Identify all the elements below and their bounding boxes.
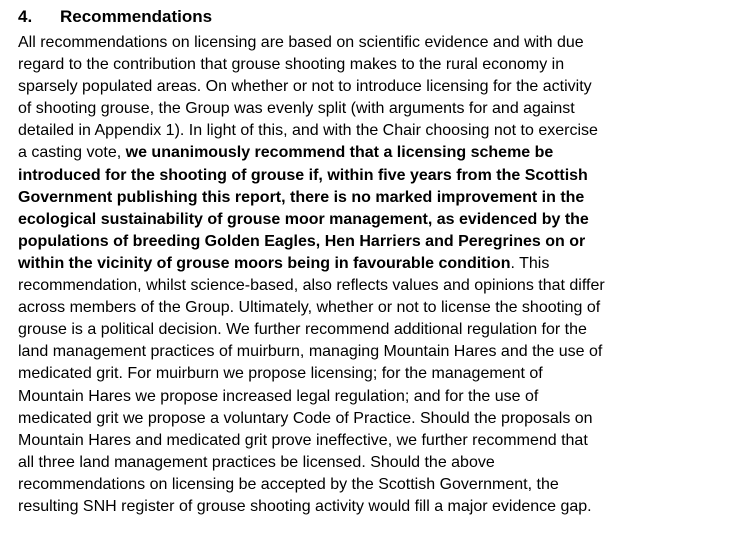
paragraph-line (18, 275, 730, 297)
text-segment: sparsely populated areas. On whether or not to introduce licensing for the activity (18, 78, 592, 96)
paragraph-line (18, 32, 730, 54)
paragraph-line (18, 430, 730, 452)
bold-text-segment: ecological sustainability of grouse moor management, as evidenced by the (18, 210, 589, 228)
bold-text-segment: populations of breeding Golden Eagles, Hen Harriers and Peregrines on or (18, 232, 586, 250)
text-segment: detailed in Appendix 1). In light of this, and with the Chair choosing not to exercise (18, 122, 598, 140)
paragraph-line (18, 341, 730, 363)
text-segment: recommendations on licensing be accepted by the Scottish Government, the (18, 475, 559, 493)
paragraph-line (18, 54, 730, 76)
paragraph-line (18, 452, 730, 474)
text-segment: regard to the contribution that grouse shooting makes to the rural economy in (18, 56, 565, 74)
bold-text-segment: Government publishing this report, there is no marked improvement in the (18, 188, 585, 206)
paragraph-line (18, 297, 730, 319)
text-segment: of shooting grouse, the Group was evenly split (with arguments for and against (18, 100, 575, 118)
paragraph-line (18, 120, 730, 142)
section-title: Recommendations (60, 7, 213, 26)
paragraph-line (18, 496, 730, 518)
text-segment: Mountain Hares and medicated grit prove ineffective, we further recommend that (18, 431, 588, 449)
bold-text-segment: introduced for the shooting of grouse if, within five years from the Scottish (18, 166, 588, 184)
paragraph-line (18, 253, 730, 275)
section-number: 4. (18, 7, 33, 26)
text-segment: a casting vote, (18, 144, 126, 162)
paragraph-line (18, 165, 730, 187)
text-segment: grouse is a political decision. We further recommend additional regulation for the (18, 321, 587, 339)
paragraph-line (18, 319, 730, 341)
paragraph-line (18, 386, 730, 408)
document-page (18, 6, 730, 518)
text-segment: . This (510, 254, 550, 272)
text-segment: All recommendations on licensing are based on scientific evidence and with due (18, 34, 584, 51)
text-segment: Mountain Hares we propose increased legal regulation; and for the use of (18, 387, 539, 405)
text-segment: all three land management practices be licensed. Should the above (18, 453, 495, 471)
text-segment: recommendation, whilst science-based, also reflects values and opinions that differ (18, 277, 605, 295)
paragraph-line (18, 142, 730, 164)
paragraph-line (18, 98, 730, 120)
section-heading (18, 6, 730, 28)
paragraph-line (18, 187, 730, 209)
text-segment: medicated grit we propose a voluntary Code of Practice. Should the proposals on (18, 409, 593, 427)
text-segment: across members of the Group. Ultimately, whether or not to license the shooting of (18, 299, 601, 317)
text-segment: land management practices of muirburn, managing Mountain Hares and the use of (18, 343, 603, 361)
paragraph-line (18, 363, 730, 385)
paragraph-line (18, 474, 730, 496)
paragraph-line (18, 231, 730, 253)
paragraph-line (18, 408, 730, 430)
text-segment: resulting SNH register of grouse shooting activity would fill a major evidence gap. (18, 497, 592, 515)
bold-text-segment: within the vicinity of grouse moors being in favourable condition (18, 254, 511, 272)
text-segment: medicated grit. For muirburn we propose licensing; for the management of (18, 365, 543, 383)
recommendations-paragraph (18, 32, 730, 518)
paragraph-line (18, 76, 730, 98)
paragraph-line (18, 209, 730, 231)
bold-text-segment: we unanimously recommend that a licensing scheme be (125, 144, 554, 162)
